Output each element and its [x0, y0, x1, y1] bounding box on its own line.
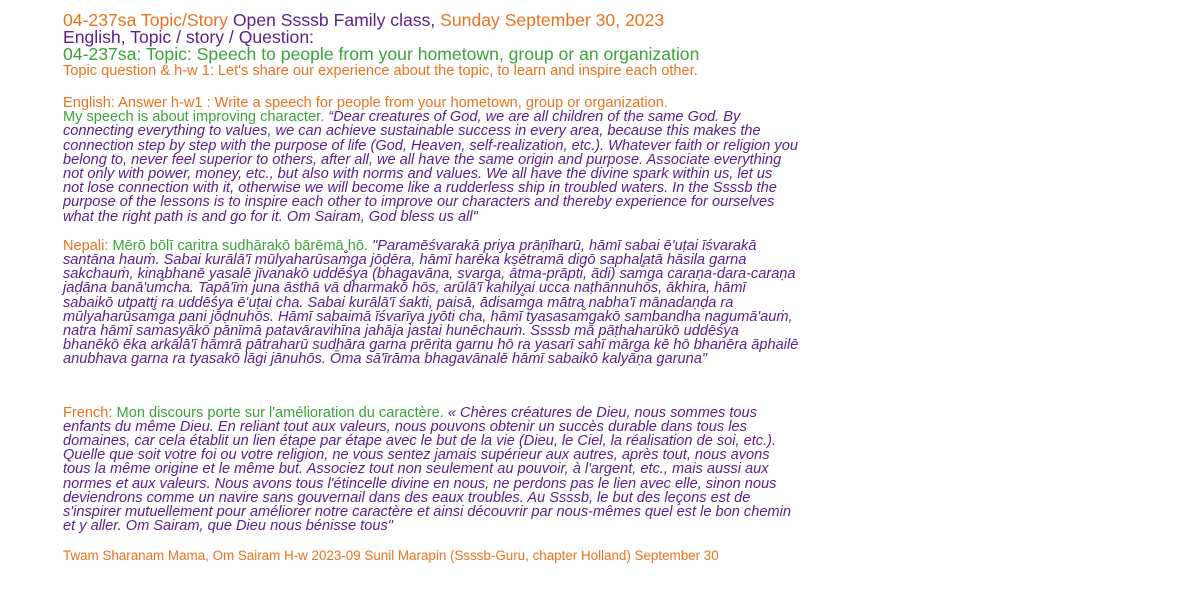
french-speech-line: et y aller. Om Sairam, que Dieu nous bénisse tous"	[63, 518, 393, 535]
english-intro: My speech is about improving character.	[63, 109, 325, 126]
document-page	[63, 12, 1153, 563]
french-speech-text: « Chères créatures de Dieu, nous sommes tous	[447, 404, 757, 421]
english-speech-line: not only with power, money, etc., but also with norms and values. We all have the divine spark within us, let us	[63, 166, 773, 183]
nepali-speech-text: "Paramēśvarakā priya prāṇīharū, hāmī sabai ē'uṭai īśvarakā	[372, 237, 757, 254]
english-speech-line: what the right path is and go for it. Om Sairam, God bless us all"	[63, 208, 478, 225]
nepali-label: Nepali:	[63, 237, 109, 254]
french-speech-line: s'inspirer mutuellement pour améliorer notre caractère et ainsi découvrir par nous-mêmes quel est le bon chemin	[63, 504, 791, 521]
english-speech-line: belong to, never feel superior to others, after all, we all have the same origin and purpose. Associate everything	[63, 151, 782, 168]
nepali-speech-line: anubhava garna ra tyasakō lāgi jānuhōs. Ōma sā'īrāma bhagavānalē hāmī sabaikō kalyāṇa garuna"	[63, 351, 708, 368]
nepali-speech-line: sabaikō utpatti ra uddēśya ē'uṭai cha. Sabai kurālā'ī śakti, paisā, ādisam̐ga mātra nabha'ī mānadaṇḍa ra	[63, 294, 734, 311]
english-speech-line	[63, 110, 1153, 124]
nepali-speech-line: natra hāmī samasyākō pānīmā patavāravihīna jahāja jastai hunēchauṁ. Ssssb mā pāṭhaharūkō uddēśya	[63, 323, 739, 340]
english-prompt: English: Answer h-w1 : Write a speech for people from your hometown, group or organization.	[63, 95, 668, 111]
class-date: Sunday September 30, 2023	[440, 10, 665, 30]
french-intro: Mon discours porte sur l'amélioration du caractère.	[116, 404, 444, 421]
topic-code: 04-237sa Topic/Story	[63, 10, 228, 30]
french-label: French:	[63, 404, 113, 421]
french-speech-line: Quelle que soit votre foi ou votre religion, ne vous sentez jamais supérieur aux autres, après tout, nous avons	[63, 447, 770, 464]
nepali-section	[63, 239, 1153, 367]
class-name: Open Ssssb Family class,	[232, 10, 436, 30]
english-speech-line: purpose of the lessons is to inspire each other to improve our characters and thereby experience for ourselves	[63, 194, 775, 211]
french-speech-line: tous la même origine et le même but. Associez tout non seulement au pouvoir, à l'argent, etc., mais aussi aux	[63, 461, 769, 478]
french-speech-line: deviendrons comme un navire sans gouvernail dans des eaux troubles. Au Ssssb, le but des leçons est de	[63, 489, 751, 506]
english-section	[63, 96, 1153, 224]
nepali-speech-line: mūlyaharūsam̐ga pani jōḍnuhōs. Hāmī sabaimā īśvarīya jyōti cha, hāmī tyasasam̐gakō sambandha nagumā'auṁ,	[63, 308, 793, 325]
nepali-speech-line: jaḍāna banā'um̐cha. Tapā'īṁ juna āsthā vā dharmakō hōs, arūlā'ī kahilyai ucca naṭhānnuhōs, ākhira, hāmī	[63, 280, 746, 297]
french-speech-line	[63, 406, 1153, 420]
footer-signature: Twam Sharanam Mama, Om Sairam H-w 2023-09 Sunil Marapin (Ssssb-Guru, chapter Holland) September 30	[63, 548, 719, 564]
nepali-intro: Mērō bōlī caritra sudhārakō bārēmā hō.	[112, 237, 369, 254]
french-section	[63, 406, 1153, 534]
english-speech-text: “Dear creatures of God, we are all children of the same God. By	[328, 109, 741, 126]
french-speech-line: domaines, car cela établit un lien étape par étape avec le but de la vie (Dieu, le Ciel, la réalisation de soi, etc.).	[63, 433, 777, 450]
topic-question: Topic question & h-w 1: Let's share our experience about the topic, to learn and inspire each other.	[63, 63, 698, 79]
english-speech-line: connecting everything to values, we can achieve sustainable success in every area, because this makes the	[63, 123, 761, 140]
french-speech-line: normes et aux valeurs. Nous avons tous l'étincelle divine en nous, ne perdons pas le lien avec elle, sinon nous	[63, 475, 777, 492]
header-subtitle: English, Topic / story / Question:	[63, 27, 314, 47]
nepali-speech-line: sakchauṁ, kinabhanē yasalē jīvanakō uddēśya (bhagavāna, svarga, ātma-prāpti, ādi) sam̐ga caraṇa-dara-caraṇa	[63, 266, 796, 283]
english-speech-line: connection step by step with the purpose of life (God, Heaven, self-realization, etc.). Whatever faith or religion you	[63, 137, 798, 154]
nepali-speech-line: bhanēkō ēka arkālā'ī hāmrā pātraharū sudhāra garna prērita garnu hō ra yasarī sahī mārga kē hō bhanēra āphailē	[63, 337, 799, 354]
english-speech-line: not lose connection with it, otherwise we will become like a rudderless ship in troubled waters. In the Ssssb the	[63, 180, 777, 197]
topic-title: 04-237sa: Topic: Speech to people from your hometown, group or an organization	[63, 44, 700, 64]
nepali-speech-line: santāna hauṁ. Sabai kurālā'ī mūlyaharūsam̐ga jōḍēra, hāmī harēka kṣētramā digō saphalatā hāsila garna	[63, 252, 747, 269]
french-speech-line: enfants du même Dieu. En reliant tout aux valeurs, nous pouvons obtenir un succès durable dans tous les	[63, 418, 747, 435]
nepali-speech-line	[63, 239, 1153, 253]
